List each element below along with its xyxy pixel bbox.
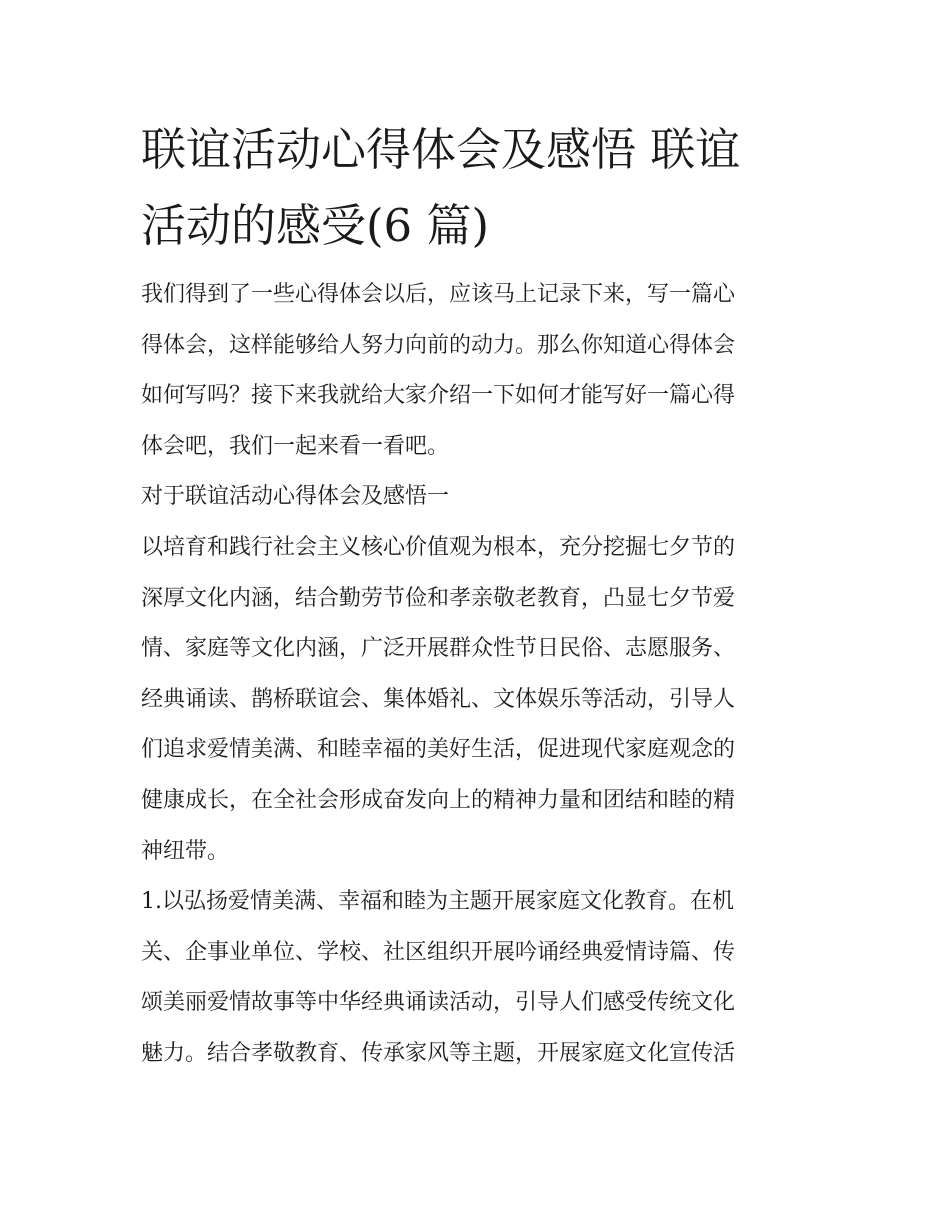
item-line: 关、企事业单位、学校、社区组织开展吟诵经典爱情诗篇、传 [141, 939, 736, 965]
intro-line: 体会吧，我们一起来看一看吧。 [141, 433, 450, 459]
intro-paragraph [141, 270, 813, 472]
title-line-1: 联谊活动心得体会及感悟 联谊 [141, 123, 741, 176]
intro-line: 如何写吗？接下来我就给大家介绍一下如何才能写好一篇心得 [141, 383, 736, 409]
title-line-2: 活动的感受(6 篇) [141, 199, 490, 252]
body-line: 神纽带。 [141, 838, 230, 864]
body-paragraph [141, 523, 813, 877]
body-line: 经典诵读、鹊桥联谊会、集体婚礼、文体娱乐等活动，引导人 [141, 686, 736, 712]
body-line: 深厚文化内涵，结合勤劳节俭和孝亲敬老教育，凸显七夕节爱 [141, 585, 736, 611]
intro-line: 我们得到了一些心得体会以后，应该马上记录下来，写一篇心 [141, 282, 736, 307]
section-heading [141, 472, 813, 523]
body-line: 情、家庭等文化内涵，广泛开展群众性节日民俗、志愿服务、 [141, 636, 736, 662]
item-line: 魅力。结合孝敬教育、传承家风等主题，开展家庭文化宣传活 [141, 1040, 736, 1066]
item-line: 1.以弘扬爱情美满、幸福和睦为主题开展家庭文化教育。在机 [141, 889, 734, 915]
body-line: 以培育和践行社会主义核心价值观为根本，充分挖掘七夕节的 [141, 534, 736, 560]
body-line: 健康成长，在全社会形成奋发向上的精神力量和团结和睦的精 [141, 787, 736, 813]
item-line: 颂美丽爱情故事等中华经典诵读活动，引导人们感受传统文化 [141, 990, 736, 1016]
document-content [141, 112, 813, 1080]
section-heading-text: 对于联谊活动心得体会及感悟一 [141, 484, 450, 510]
body-line: 们追求爱情美满、和睦幸福的美好生活，促进现代家庭观念的 [141, 737, 736, 763]
intro-line: 得体会，这样能够给人努力向前的动力。那么你知道心得体会 [141, 332, 736, 358]
document-title [141, 112, 813, 264]
numbered-item-1 [141, 877, 813, 1079]
